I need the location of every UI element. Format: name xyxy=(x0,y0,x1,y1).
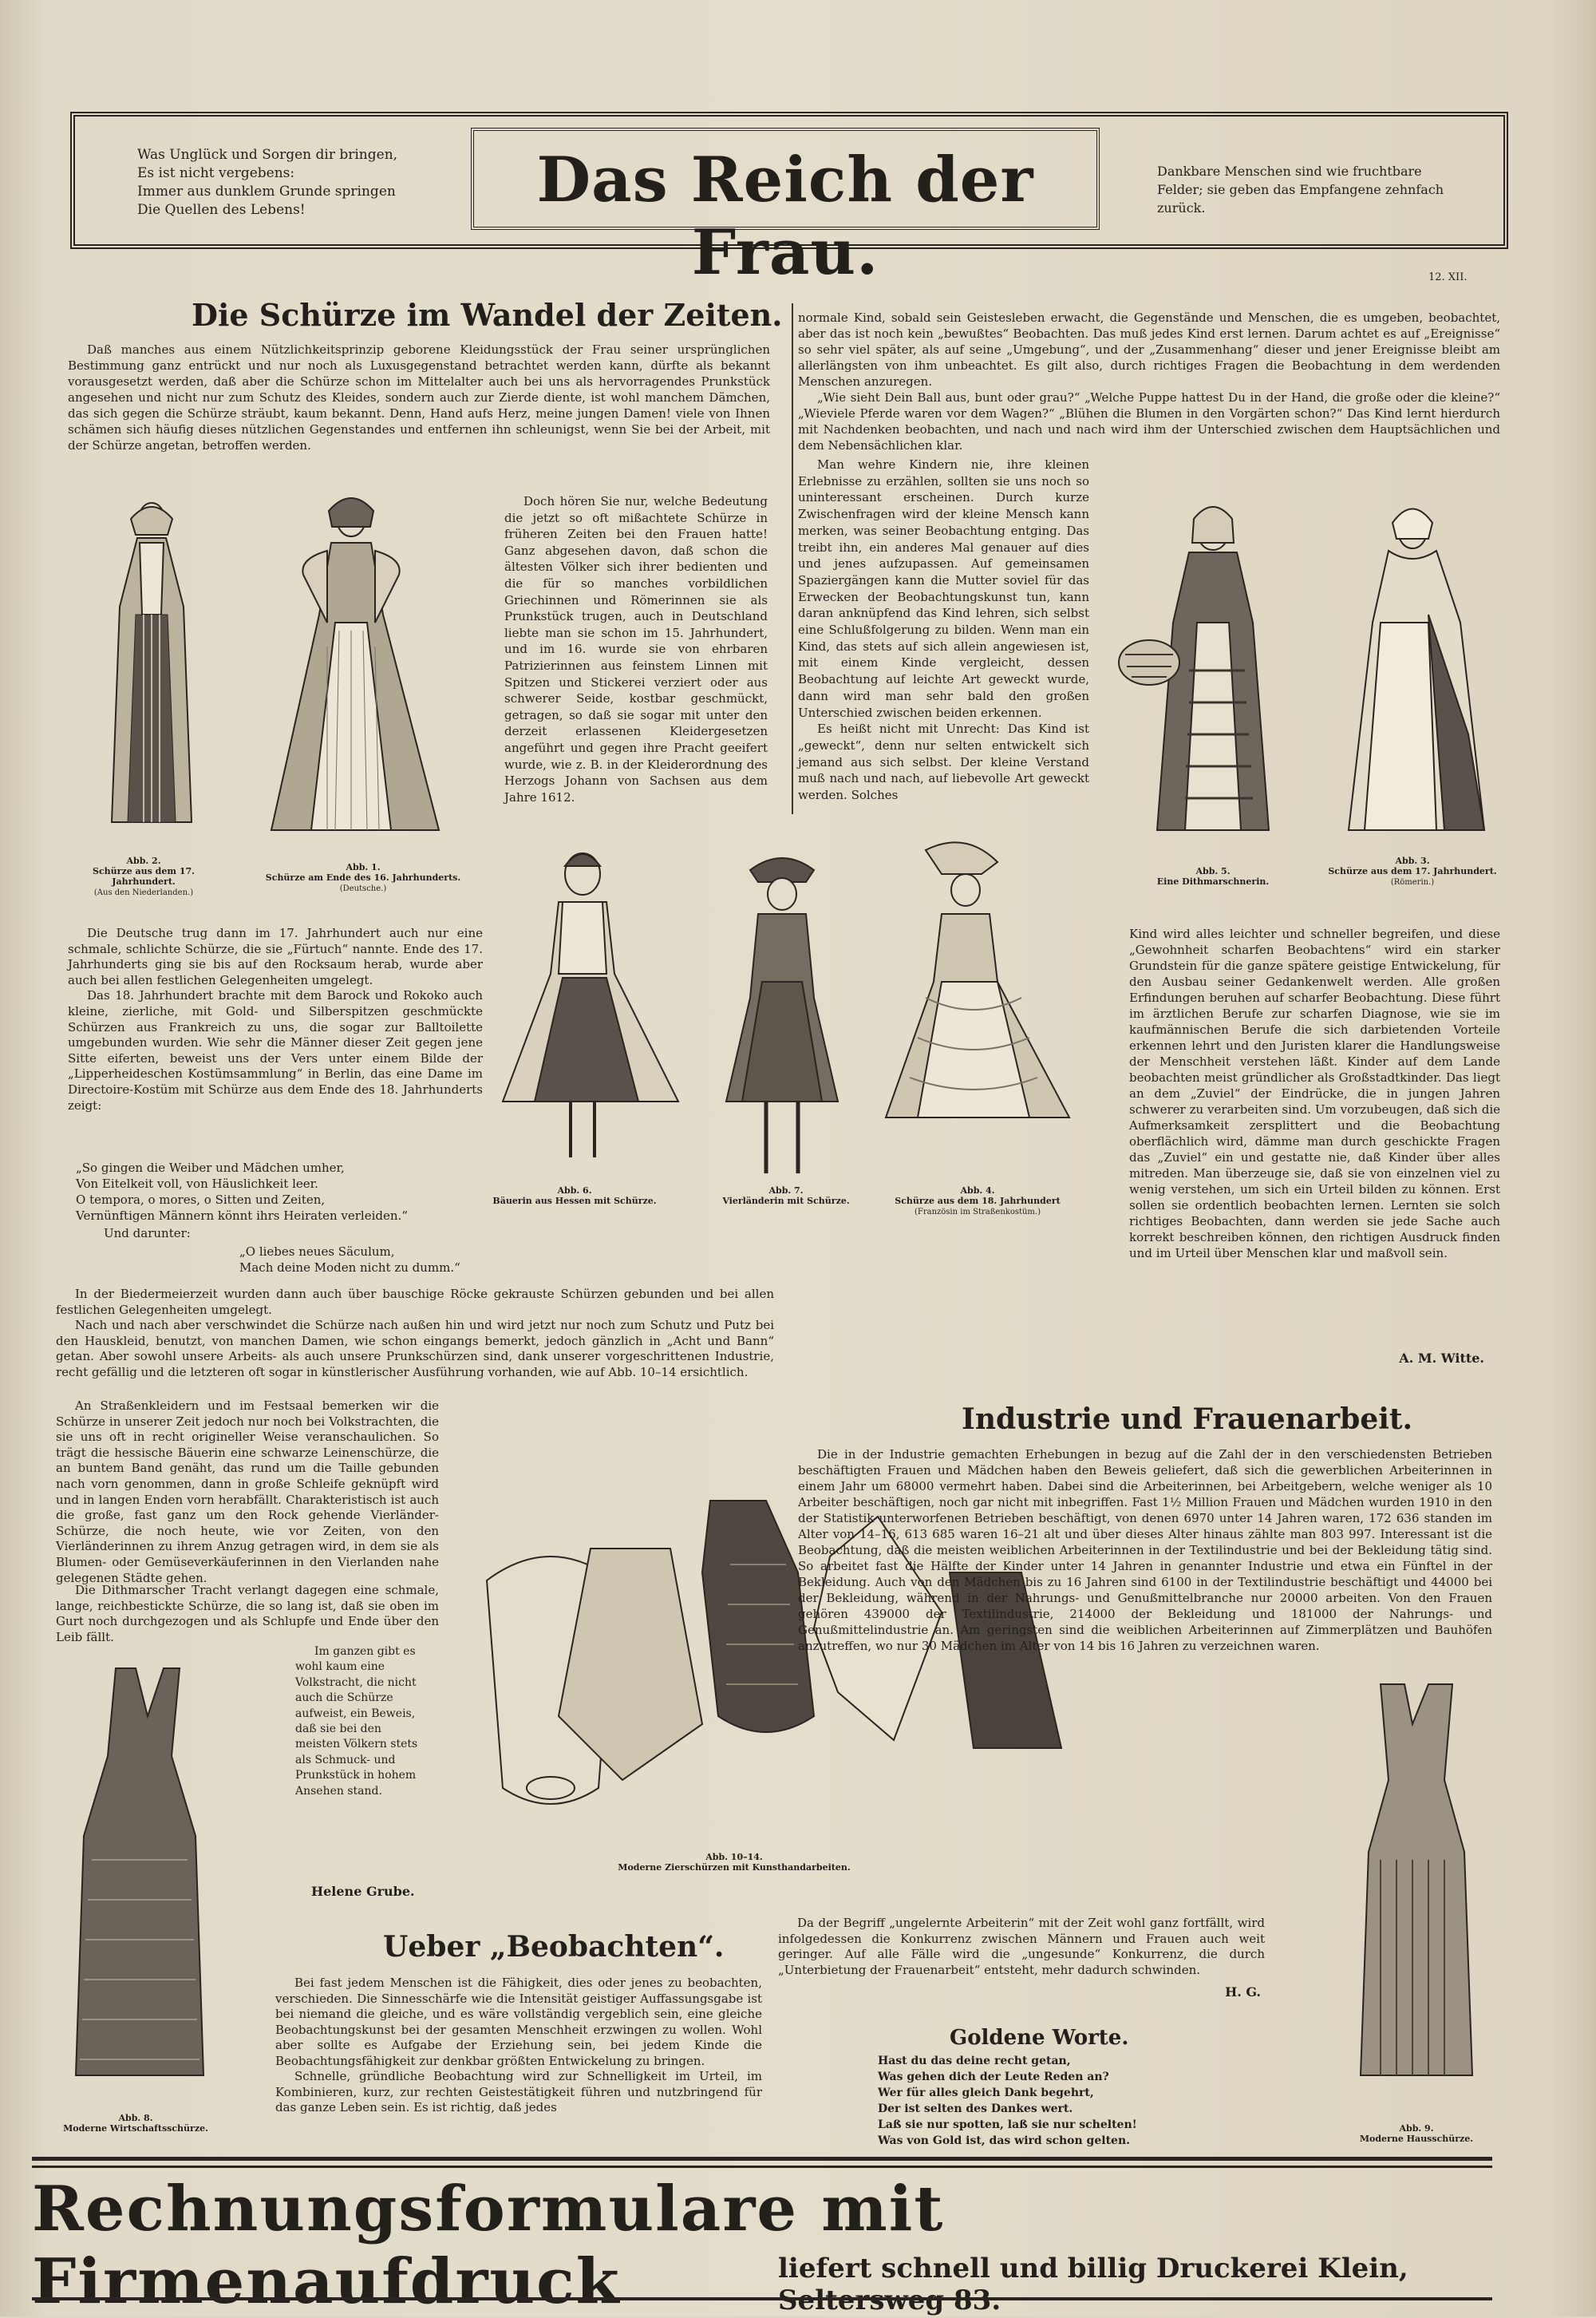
caption-abb4: Abb. 4. Schürze aus dem 18. Jahrhundert (Französin im Straßenkostüm.) xyxy=(895,1185,1061,1216)
figures-right xyxy=(1109,495,1508,870)
caption-abb3: Abb. 3. Schürze aus dem 17. Jahrhundert. (Römerin.) xyxy=(1328,856,1497,887)
article2-p5: Kind wird alles leichter und schneller begreifen, und diese „Gewohnheit scharfen Beobachtens“ wird ein starker Grundstein für die ganze spätere geistige Entwickelung, für den Ausbau seiner Gedankenwelt werden. Alle großen Erfindungen beruhen auf scharfer Beobachtung. Diese führt im ärztlichen Berufe zur scharfen Diagnose, wie sie im kaufmännischen Berufe die sich darbietenden Vorteile erkennen lehrt und den Juristen klarer die Handlungsweise der Menschheit verstehen läßt. Kinder auf dem Lande beobachten meist gründlicher als Großstadtkinder. Das liegt an dem „Zuviel“ der Eindrücke, die in jungen Jahren schwerer zu verarbeiten sind. Um vorzubeugen, daß sich die Aufmerksamkeit zersplittert und die Beobachtung oberflächlich wird, dämme man durch geschickte Fragen das „Zuviel“ ein und gestatte nie, daß Kinder über alles mitreden. Man überzeuge sie, daß sie von einzelnen viel zu wenig verstehen, um sich ein Urteil bilden zu können. Erst sollen sie ordentlich beobachten lernen. Lernten sie solch richtiges Beobachten, dann werden sie jede Sache auch korrekt beschreiben können, den richtigen Ausdruck finden und im Urteil über Menschen klar und maßvoll sein. xyxy=(1129,927,1500,1260)
article1-col2: Doch hören Sie nur, welche Bedeutung die jetzt so oft mißachtete Schürze in früheren Zeiten bei den Frauen hatte! Ganz abgesehen davon, daß schon die ältesten Völker sich ihrer bedienten und die für so manches vorbildlichen Griechinnen und Römerinnen sie als Prunkstück trugen, auch in Deutschland liebte man sie schon im 15. Jahrhundert, und im 16. wurde sie von ehrbaren Patrizierinnen aus feinstem Linnen mit Spitzen und Stickerei verziert oder aus schwerer Seide, kostbar geschmückt, getragen, so daß sie sogar mit unter den derzeit erlassenen Kleidergesetzen angeführt und gegen ihre Pracht geeifert wurde, wie z. B. in der Kleiderordnung des Herzogs Johann von Sachsen aus dem Jahre 1612. xyxy=(504,494,768,805)
bottom-rule xyxy=(32,2157,1492,2168)
verse-2: „O liebes neues Säculum, Mach deine Moden nicht zu dumm.“ xyxy=(239,1244,460,1275)
advert-headline: Rechnungsformulare mit Firmenaufdruck xyxy=(32,2173,945,2318)
caption-abb5: Abb. 5. Eine Dithmarschnerin. xyxy=(1156,866,1270,887)
fig9-apron-illustration xyxy=(1333,1676,1492,2091)
figures-middle xyxy=(495,838,1101,1197)
verse-1: „So gingen die Weiber und Mädchen umher, Von Eitelkeit voll, von Häuslichkeit leer. O tempora, o mores, o Sitten und Zeiten, Vernünftigen Männern könnt ihrs Heiraten verleiden.“ xyxy=(76,1161,408,1223)
article1-left-block: Die Deutsche trug dann im 17. Jahrhundert auch nur eine schmale, schlichte Schürze, die sie „Fürtuch“ nannte. Ende des 17. Jahrhunderts ging sie bis auf den Rocksaum herab, wurde aber auch bei allen festlichen Gelegenheiten umgelegt. Das 18. Jahrhundert brachte mit dem Barock und Rokoko auch kleine, zierliche, mit Gold- und Silberspitzen geschmückte Schürzen aus Frankreich zu uns, die sogar zur Balltoilette umgebunden wurden. Wie sehr die Männer dieser Zeit gegen jene Sitte eiferten, beweist uns der Vers unter einem Bilde der „Lipperheideschen Kostümsammlung“ in Berlin, das eine Dame im Directoire-Kostüm mit Schürze aus dem Ende des 18. Jahrhunderts zeigt: xyxy=(68,926,483,1113)
caption-abb1: Abb. 1. Schürze am Ende des 16. Jahrhunderts. (Deutsche.) xyxy=(265,862,461,893)
poem-title: Goldene Worte. xyxy=(950,2026,1129,2050)
article2-p1: normale Kind, sobald sein Geistesleben erwacht, die Gegenstände und Menschen, die es umgeben, beobachtet, aber das ist noch kein „bewußtes“ Beobachten. Das muß jedes Kind erst lernen. Darum achtet es auf „Ereignisse“ so sehr viel später, als auf seine „Umgebung“, und der „Zusammenhang“ dieser und jener Ereignisse bleibt am allerlängsten von ihm unbeachtet. Es gilt also, durch richtiges Fragen die Beobachtung in dem werdenden Menschen anzuregen. „Wie sieht Dein Ball aus, bunt oder grau?“ „Welche Puppe hattest Du in der Hand, die große oder die kleine?“ „Wieviele Pferde waren vor dem Wagen?“ „Blühen die Blumen in den Vorgärten schon?“ Das Kind lernt hierdurch mit Nachdenken beobachten, und nach und nach wird ihm der Unterschied zwischen dem Hauptsächlichen und dem Nebensächlichen klar. xyxy=(798,311,1500,453)
figures-left xyxy=(64,487,503,862)
article2-p3: Man wehre Kindern nie, ihre kleinen Erlebnisse zu erzählen, sollten sie uns noch so uninteressant erscheinen. Durch kurze Zwischenfragen wird der kleine Mensch kann merken, was seiner Beobachtung entging. Das treibt ihn, ein anderes Mal genauer auf dies und jenes aufzupassen. Auf gemeinsamen Spaziergängen kann die Mutter soviel für das Erwecken der Beobachtungskunst tun, kann daran anknüpfend das Kind lehren, sich selbst eine Schlußfolgerung zu bilden. Wenn man ein Kind, das stets auf sich allein angewiesen ist, mit einem Kinde vergleicht, dessen Beobachtung auf leichte Art geweckt wurde, dann wird man sehr bald den großen Unterschied zwischen beiden erkennen. Es heißt nicht mit Unrecht: Das Kind ist „geweckt“, denn nur selten entwickelt sich jemand aus sich selbst. Der kleine Verstand muß nach und nach, auf liebevolle Art geweckt werden. Solches xyxy=(798,457,1089,803)
motto-left: Was Unglück und Sorgen dir bringen, Es ist nicht vergebens: Immer aus dunklem Grunde springen Die Quellen des Lebens! xyxy=(137,147,398,218)
issue-date: 12. XII. xyxy=(1428,271,1468,283)
footer-rule xyxy=(32,2297,1492,2300)
article1-intro: Daß manches aus einem Nützlichkeitsprinzip geborene Kleidungsstück der Frau seiner ursprünglichen Bestimmung ganz entrückt und nur noch als Luxusgegenstand betrachtet werden kann, dürfte als bekannt vorausgesetzt werden, daß aber die Schürze schon im Mittelalter auch bei uns als hervorragendes Prunkstück angesehen und nicht nur zum Schutz des Kleides, sondern auch zur Zierde diente, ist wohl manchem Dämchen, das sich gegen die Schürze sträubt, kaum bekannt. Denn, Hand aufs Herz, meine jungen Damen! viele von Ihnen schämen sich häufig dieses nützlichen Gegenstandes und entfernen ihn schleunigst, wenn Sie bei der Arbeit, mit der Schürze angetan, betroffen werden. xyxy=(68,342,770,453)
caption-abb8: Abb. 8. Moderne Wirtschaftsschürze. xyxy=(63,2113,208,2134)
article-title-beobachten: Ueber „Beobachten“. xyxy=(383,1930,725,1964)
article1-dith-1: Die Dithmarscher Tracht verlangt dagegen eine schmale, lange, reichbestickte Schürze, die so lang ist, daß sie oben im Gurt noch durchgezogen und als Schlupfe und Ende über den Leib fällt. xyxy=(56,1583,439,1644)
article1-dith-2: Im ganzen gibt es wohl kaum eine Volkstracht, die nicht auch die Schürze aufweist, ein Beweis, daß sie bei den meisten Völkern stets als Schmuck- und Prunkstück in hohem Ansehen stand. xyxy=(295,1645,418,1798)
caption-abb6: Abb. 6. Bäuerin aus Hessen mit Schürze. xyxy=(492,1185,657,1206)
fig3-roemerin-illustration xyxy=(1349,509,1484,831)
fig8-apron-illustration xyxy=(60,1660,219,2091)
article1-lower: In der Biedermeierzeit wurden dann auch über bauschige Röcke gekrauste Schürzen gebunden und bei allen festlichen Gelegenheiten umgelegt. Nach und nach aber verschwindet die Schürze nach außen hin und wird jetzt nur noch zum Schutz und Putz bei den Hauskleid, benutzt, von manchen Damen, wie schon eingangs bemerkt, jedoch gänzlich in „Acht und Bann“ getan. Aber sowohl unsere Arbeits- als auch unsere Prunkschürzen sind, dank unserer vorgeschrittenen Industrie, recht gefällig und die letzteren oft sogar in künstlerischer Ausführung vorhanden, wie auf Abb. 10–14 ersichtlich. xyxy=(56,1287,774,1379)
fig2-dress-illustration xyxy=(112,503,192,822)
article1-strassen: An Straßenkleidern und im Festsaal bemerken wir die Schürze in unserer Zeit jedoch nur noch bei Volkstrachten, die sie uns oft in recht origineller Weise veranschaulichen. So trägt die hessische Bäuerin eine schwarze Leinenschürze, die an buntem Band genäht, das rund um die Taille gebunden nach vorn genommen, dann in große Schleife geknüpft wird und in langen Enden vorn herabfällt. Charakteristisch ist auch die große, fast ganz um den Rock gehende Vierländer-Schürze, die noch heute, wie vor Zeiten, von den Vierländerinnen zu ihrem Anzug getragen wird, in dem sie als Blumen- oder Gemüseverkäuferinnen in den Vierlanden nahe gelegenen Städte gehen. xyxy=(56,1398,439,1585)
fig5-dithmarschen-illustration xyxy=(1119,507,1269,830)
column-rule xyxy=(792,303,793,814)
article4-text: Bei fast jedem Menschen ist die Fähigkeit, dies oder jenes zu beobachten, verschieden. Die Sinnesschärfe wie die Intensität geistiger Auffassungsgabe ist bei niemand die gleiche, und es wäre vollständig vergeblich sein, eine gleiche Beobachtungskunst bei der gesamten Menschheit erzwingen zu wollen. Wohl aber sollte es Aufgabe der Erziehung sein, bei jedem Kinde die Beobachtungsfähigkeit zur denkbar größten Entwickelung zu bringen. Schnelle, gründliche Beobachtung wird zur Schnelligkeit im Urteil, im Kombinieren, kurz, zur rechten Geistestätigkeit führen und nutzbringend für das ganze Leben sein. Es ist richtig, daß jedes xyxy=(275,1976,762,2114)
article3-p1-top: Die in der Industrie gemachten Erhebungen in bezug auf die Zahl der in den verschiedensten Betrieben beschäftigten Frauen und Mädchen haben den Beweis geliefert, daß sich die gewerblichen Arbeiterinnen in einem Jahr um 68000 vermehrt haben. Dabei sind die Arbeiterinnen, bei Arbeitgebern, welche weniger als 10 Arbeiter beschäftigen, noch gar nicht mit inbegriffen. Fast 1½ Million Frauen und Mädchen wurden 1910 in den der Statistik unterworfenen Betrieben beschäftigt, von denen 6970 unter 14 Jahren waren, 172 636 standen im Alter von 14–16, 613 685 waren 16–21 alt und über dieses Alter hinaus zählte man 803 997. Interessant ist die Beobachtung, daß die meisten weiblichen Arbeiterinnen in der Textilindustrie und bei der Bekleidung tätig sind. So arbeitet fast die Hälfte der Kinder unter 14 Jahren in genannter Industrie und etwa ein Fünftel in der Bekleidung. Auch von den Mädchen bis zu 16 Jahren sind 6100 in der Textilindustrie beschäftigt und 44000 bei der Bekleidung, während in der Nahrungs- und Genußmittelbranche nur 20000 arbeiten. Von den Frauen gehören 439000 der Textilindustrie, 214000 der Bekleidung und 181000 der Nahrungs- und Genußmittelindustrie an. Am geringsten sind die weiblichen Arbeiterinnen auf Zimmerplätzen und Bauhöfen anzutreffen, wo nur 30 Mädchen im Alter von 14 bis 16 Jahren zu verzeichnen waren. xyxy=(798,1447,1492,1653)
motto-right: Dankbare Menschen sind wie fruchtbare Felder; sie geben das Empfangene zehnfach zurück. xyxy=(1157,164,1444,216)
article-title-schuerze: Die Schürze im Wandel der Zeiten. xyxy=(192,297,783,333)
page-title: Das Reich der Frau. xyxy=(536,144,1034,289)
caption-abb7: Abb. 7. Vierländerin mit Schürze. xyxy=(722,1185,850,1206)
caption-abb9: Abb. 9. Moderne Hausschürze. xyxy=(1359,2123,1474,2144)
signature-hg: H. G. xyxy=(1225,1984,1261,2000)
caption-abb2: Abb. 2. Schürze aus dem 17. Jahrhundert. (Aus den Niederlanden.) xyxy=(93,856,195,897)
fig1-dress-illustration xyxy=(271,498,439,830)
poem-text: Hast du das deine recht getan, Was gehen dich der Leute Reden an? Wer für alles gleich Dank begehrt, Der ist selten des Dankes wert. Laß sie nur spotten, laß sie nur schelten! Was von Gold ist, das wird schon gelten. xyxy=(878,2055,1137,2147)
fig6-hessen-illustration xyxy=(503,853,678,1157)
article-title-industrie: Industrie und Frauenarbeit. xyxy=(962,1402,1413,1436)
signature-grube: Helene Grube. xyxy=(311,1884,415,1899)
signature-witte: A. M. Witte. xyxy=(1399,1351,1484,1366)
advert-subline: liefert schnell und billig Druckerei Klein, Seltersweg 83. xyxy=(778,2253,1408,2316)
article3-p2: Da der Begriff „ungelernte Arbeiterin“ mit der Zeit wohl ganz fortfällt, wird infolgedessen die Konkurrenz zwischen Männern und Frauen auch weit geringer. Auf alle Fälle wird die „ungesunde“ Konkurrenz, die durch „Unterbietung der Frauenarbeit“ entsteht, mehr dadurch schwinden. xyxy=(778,1916,1265,1977)
caption-abb10-14: Abb. 10–14. Moderne Zierschürzen mit Kunsthandarbeiten. xyxy=(618,1852,851,1873)
und-darunter: Und darunter: xyxy=(104,1226,191,1240)
fig7-vierlaenderin-illustration xyxy=(726,858,838,1173)
fig4-franzoesin-illustration xyxy=(886,842,1069,1117)
